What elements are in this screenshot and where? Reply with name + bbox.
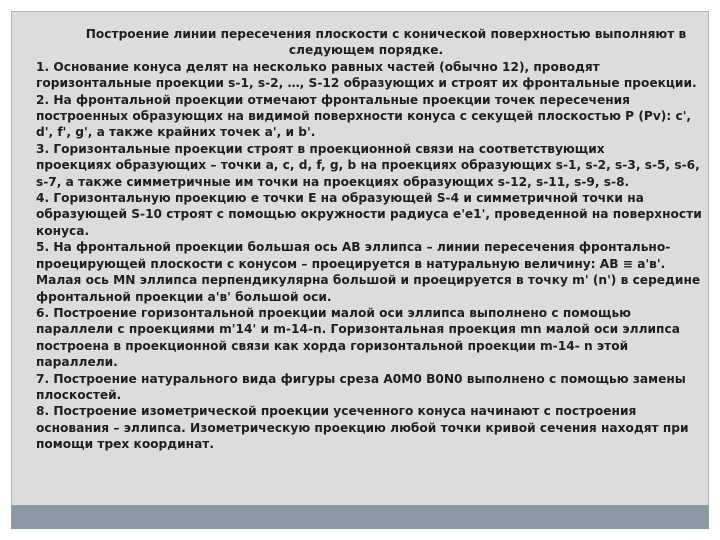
text-line: образующей S-10 строят с помощью окружности радиуса e'e1', проведенной на поверхности <box>36 207 702 222</box>
text-line: проекциях образующих – точки a, c, d, f, g, b на проекциях образующих s-1, s-2, s-3, s-5, s-6, <box>36 158 700 173</box>
text-line: плоскостей. <box>36 387 122 402</box>
text-line: d', f', g', а также крайних точек a', и b'. <box>36 125 316 140</box>
text-line: параллели с проекциями m'14' и m-14-n. Горизонтальная проекция mn малой оси эллипса <box>36 322 680 337</box>
text-line: фронтальной проекции a'в' большой оси. <box>36 289 332 304</box>
text-line: 6. Построение горизонтальной проекции малой оси эллипса выполнено с помощью <box>36 305 632 320</box>
text-line: 2. На фронтальной проекции отмечают фронтальные проекции точек пересечения <box>36 92 631 107</box>
text-line: s-7, а также симметричные им точки на проекциях образующих s-12, s-11, s-9, s-8. <box>36 174 630 189</box>
text-line: помощи трех координат. <box>36 437 215 452</box>
text-line: горизонтальные проекции s-1, s-2, …, S-12 образующих и строят их фронтальные проекции. <box>36 76 697 91</box>
title-line-1: Построение линии пересечения плоскости с конической поверхностью выполняют в <box>85 27 687 41</box>
text-line: проецирующей плоскости с конусом – проецируется в натуральную величину: AB ≡ a'в'. <box>36 256 666 271</box>
text-line: 5. На фронтальной проекции большая ось AB эллипса – линии пересечения фронтально- <box>36 240 671 255</box>
text-line: 1. Основание конуса делят на несколько равных частей (обычно 12), проводят <box>36 59 600 74</box>
text-line: основания – эллипса. Изометрическую проекцию любой точки кривой сечения находят при <box>36 420 689 435</box>
title-line-2: следующем порядке. <box>288 43 444 58</box>
text-line: 7. Построение натурального вида фигуры среза A0M0 B0N0 выполнено с помощью замены <box>36 371 686 386</box>
text-line: 4. Горизонтальную проекцию e точки E на образующей S-4 и симметричной точки на <box>36 191 644 206</box>
text-line: 8. Построение изометрической проекции усеченного конуса начинают с построения <box>36 404 637 419</box>
text-line: построена в проекционной связи как хорда горизонтальной проекции m-14- n этой <box>36 338 629 353</box>
text-line: Малая ось MN эллипса перпендикулярна большой и проецируется в точку m' (n') в середине <box>36 273 701 288</box>
text-line: конуса. <box>36 223 90 238</box>
text-line: построенных образующих на видимой поверхности конуса с секущей плоскостью P (Pv): c', <box>36 109 692 124</box>
text-line: параллели. <box>36 355 118 370</box>
footer-bar <box>11 505 709 529</box>
body-text <box>36 26 702 453</box>
text-line: 3. Горизонтальные проекции строят в проекционной связи на соответствующих <box>36 141 605 156</box>
